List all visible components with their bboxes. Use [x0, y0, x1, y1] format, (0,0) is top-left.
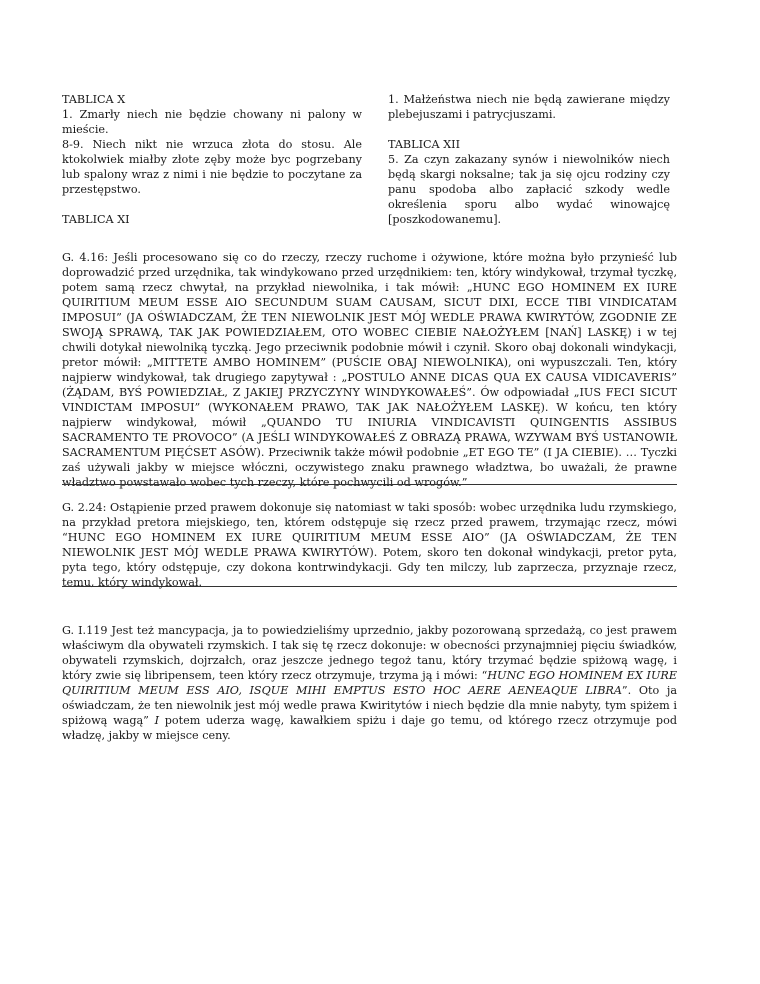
divider-1: [62, 484, 677, 485]
gaius-4-16-paragraph: G. 4.16: Jeśli procesowano się co do rzeczy, rzeczy ruchome i ożywione, które można było przynieść lub doprowadzić przed urzędnika, tak windykowano przed urzędnikiem: ten, który windykował, trzymał tyczkę, potem samą rzecz chwytał, na przykład niewolnika, i tak mówił: „HUNC EGO HOMINEM EX IURE QUIRITIUM MEUM ESSE AIO SECUNDUM SUAM CAUSAM, SICUT DIXI, ECCE TIBI VINDICATAM IMPOSUI” (JA OŚWIADCZAM, ŻE TEN NIEWOLNIK JEST MÓJ WEDLE PRAWA KWIRYTÓW, ZGODNIE ZE SWOJĄ SPRAWĄ, TAK JAK POWIEDZIAŁEM, OTO WOBEC CIEBIE NAŁOŻYŁEM [NAŃ] LASKĘ) i w tej chwili dotykał niewolniką tyczką. Jego przeciwnik podobnie mówił i czynił. Skoro obaj dokonali windykacji, pretor mówił: „MITTETE AMBO HOMINEM” (PUŚCIE OBAJ NIEWOLNIKA), oni wypuszczali. Ten, który najpierw windykował, tak drugiego zapytywał : „POSTULO ANNE DICAS QUA EX CAUSA VIDICAVERIS” (ŻĄDAM, BYŚ POWIEDZIAŁ, Z JAKIEJ PRZYCZYNY WINDYKOWAŁEŚ”. Ów odpowiadał „IUS FECI SICUT VINDICTAM IMPOSUI” (WYKONAŁEM PRAWO, TAK JAK NAŁOŻYŁEM LASKĘ). W końcu, ten który najpierw windykował, mówił „QUANDO TU INIURIA VINDICAVISTI QUINGENTIS ASSIBUS SACRAMENTO TE PROVOCO” (A JEŚLI WINDYKOWAŁEŚ Z OBRAZĄ PRAWA, WZYWAM BYŚ USTANOWIŁ SACRAMENTUM PIĘĆSET ASÓW). Przeciwnik także mówił podobnie „ET EGO TE” (I JA CIEBIE). … Tyczki zaś używali jakby w miejsce włóczni, oczywistego znaku prawnego władztwa, bo uważali, że prawne władztwo powstawało wobec tych rzeczy, które pochwycili od wrogów.”: [62, 251, 677, 489]
heading-tablica-x: TABLICA X: [62, 93, 126, 106]
divider-2: [62, 586, 677, 587]
law-xii-5: 5. Za czyn zakazany synów i niewolników niech będą skargi noksalne; tak ja się ojcu rodziny czy panu spodoba albo zapłacić szkody wedle określenia sporu albo wydać winowajcę [poszkodowanemu].: [388, 153, 670, 226]
gaius-1-119-paragraph: [62, 623, 677, 743]
gaius-1-119-text-before: G. I.119 Jest też mancypacja, ja to powiedzieliśmy uprzednio, jakby pozorowaną sprzedażą, co jest prawem właściwym dla obywateli rzymskich. I tak się tę rzecz dokonuje: w obecności przynajmniej pięciu świadków, obywateli rzymskich, dojrzałch, oraz jeszcze jednego tegoż tanu, który trzymać będzie spiżową wagę, i który zwie się libripensem, teen który rzecz otrzymuje, trzyma ją i mówi: “: [62, 624, 677, 682]
heading-tablica-xi: TABLICA XI: [62, 213, 130, 226]
law-x-8-9: 8-9. Niech nikt nie wrzuca złota do stosu. Ale ktokolwiek miałby złote zęby może byc pogrzebany lub spalony wraz z nimi i nie będzie to poczytane za przestępstwo.: [62, 138, 362, 196]
gaius-1-119-text-middle: ”. Oto ja oświadczam, że ten niewolnik jest mój wedle prawa Kwiritytów i niech będzie dla mnie nabyty, tym spiżem i spiżową wagą”: [62, 684, 677, 727]
gaius-1-119-latin-formula: HUNC EGO HOMINEM EX IURE QUIRITIUM MEUM ESS AIO, ISQUE MIHI EMPTUS ESTO HOC AERE AENEAQUE LIBRA: [62, 669, 677, 697]
gaius-1-119-text-after: potem uderza wagę, kawałkiem spiżu i daje go temu, od którego rzecz otrzymuje pod władzę, jakby w miejsce ceny.: [62, 714, 677, 742]
left-column: [62, 92, 362, 227]
gaius-2-24-paragraph: G. 2.24: Ostąpienie przed prawem dokonuje się natomiast w taki sposób: wobec urzędnika ludu rzymskiego, na przykład pretora miejskiego, ten, którem odstępuje się rzecz przed prawem, trzymając rzecz, mówi “HUNC EGO HOMINEM EX IURE QUIRITIUM MEUM ESSE AIO” (JA OŚWIADCZAM, ŻE TEN NIEWOLNIK JEST MÓJ WEDLE PRAWA KWIRYTÓW). Potem, skoro ten dokonał windykacji, pretor pyta, pyta tego, który odstępuje, czy dokona kontrwindykacji. Gdy ten milczy, lub zaprzecza, przyznaje rzecz, temu, który windykował.: [62, 501, 677, 589]
gaius-1-119-italic-i: I: [154, 714, 159, 727]
law-x-1: 1. Zmarły niech nie będzie chowany ni palony w mieście.: [62, 108, 362, 136]
heading-tablica-xii: TABLICA XII: [388, 138, 460, 151]
law-xi-1: 1. Małżeństwa niech nie będą zawierane między plebejuszami i patrycjuszami.: [388, 93, 670, 121]
right-column: [388, 92, 670, 227]
